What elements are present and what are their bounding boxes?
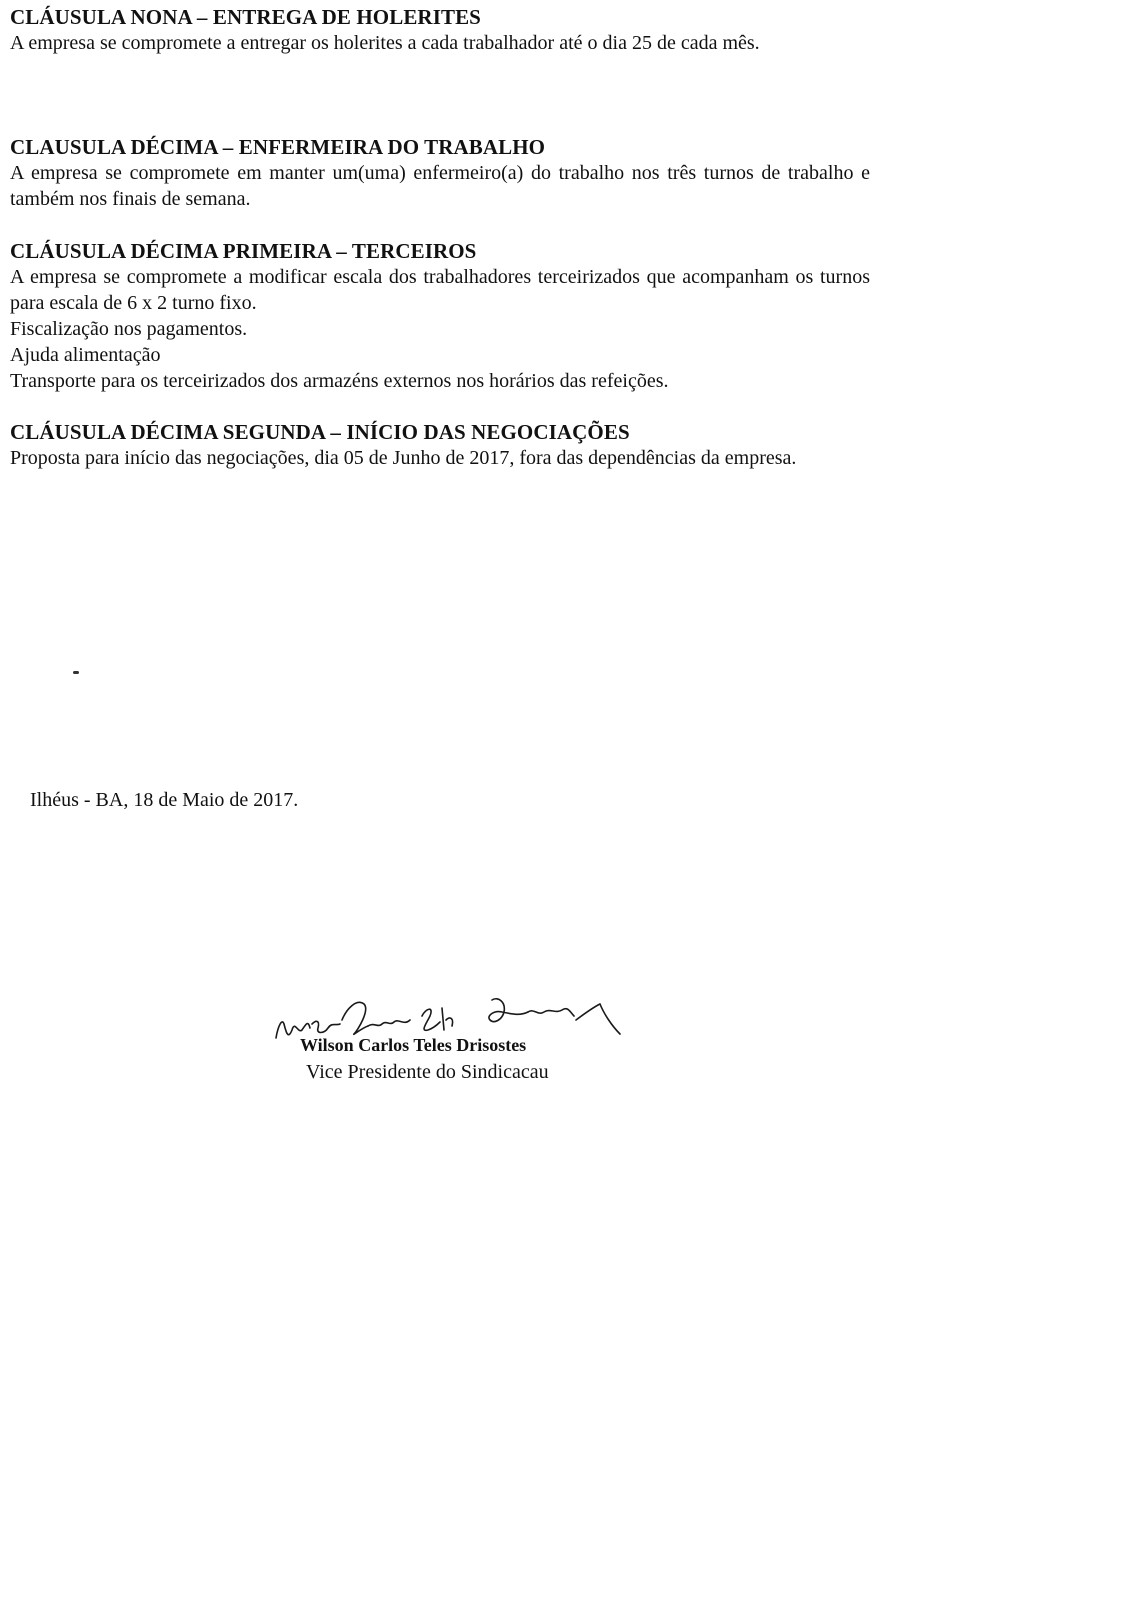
clause-title: CLAUSULA DÉCIMA – ENFERMEIRA DO TRABALHO	[10, 135, 546, 159]
clause-body: Proposta para início das negociações, dia 05 de Junho de 2017, fora das dependências da empresa.	[10, 447, 797, 469]
place-and-date: Ilhéus - BA, 18 de Maio de 2017.	[30, 789, 299, 811]
clause-nona	[10, 4, 870, 56]
clause-decima	[10, 134, 870, 212]
signature-block	[270, 990, 650, 1100]
signer-name: Wilson Carlos Teles Drisostes	[300, 1035, 527, 1055]
clause-decima-primeira	[10, 238, 870, 394]
clause-body: A empresa se compromete em manter um(uma) enfermeiro(a) do trabalho nos três turnos de trabalho e também nos finais de semana.	[10, 162, 870, 210]
clause-title: CLÁUSULA DÉCIMA PRIMEIRA – TERCEIROS	[10, 239, 477, 263]
clause-item: Ajuda alimentação	[10, 344, 161, 366]
clause-body: A empresa se compromete a modificar escala dos trabalhadores terceirizados que acompanham os turnos para escala de 6 x 2 turno fixo.	[10, 266, 870, 314]
clause-title: CLÁUSULA NONA – ENTREGA DE HOLERITES	[10, 5, 481, 29]
clause-body: A empresa se compromete a entregar os holerites a cada trabalhador até o dia 25 de cada mês.	[10, 32, 760, 54]
scan-speck	[73, 671, 79, 674]
clause-title: CLÁUSULA DÉCIMA SEGUNDA – INÍCIO DAS NEGOCIAÇÕES	[10, 420, 630, 444]
clause-item: Transporte para os terceirizados dos armazéns externos nos horários das refeições.	[10, 370, 669, 392]
clause-decima-segunda	[10, 419, 870, 471]
signer-role: Vice Presidente do Sindicacau	[306, 1061, 549, 1083]
clause-item: Fiscalização nos pagamentos.	[10, 318, 248, 340]
